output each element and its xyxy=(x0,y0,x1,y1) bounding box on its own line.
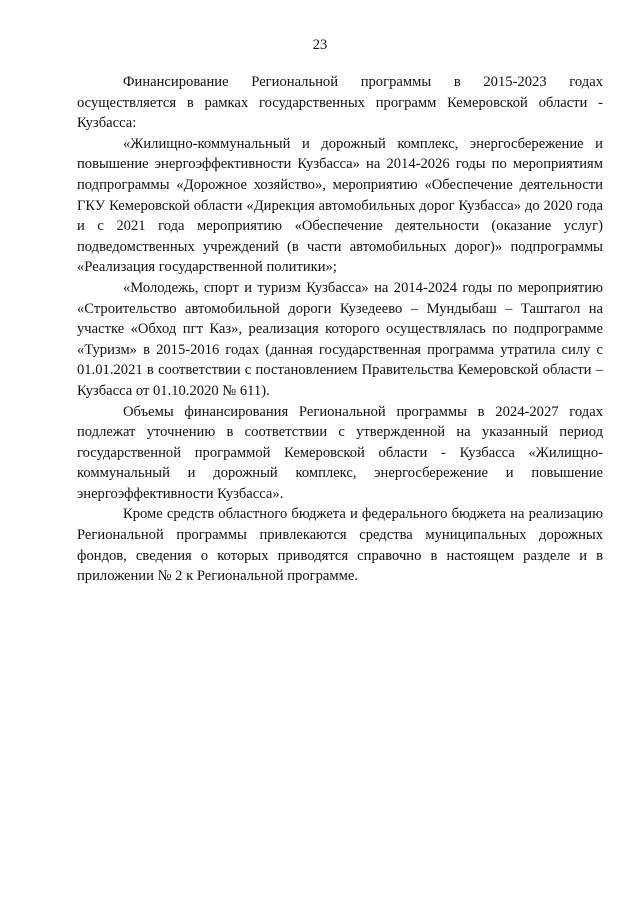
document-body xyxy=(77,72,603,587)
paragraph-housing-road-program: «Жилищно-коммунальный и дорожный комплекс, энергосбережение и повышение энергоэффективности Кузбасса» на 2014-2026 годы по мероприятиям подпрограммы «Дорожное хозяйство», мероприятию «Обеспечение деятельности ГКУ Кемеровской области «Дирекция автомобильных дорог Кузбасса» до 2020 года и с 2021 года мероприятию «Обеспечение деятельности (оказание услуг) подведомственных учреждений (в части автомобильных дорог)» подпрограммы «Реализация государственной политики»; xyxy=(77,135,603,276)
paragraph-financing-2024-2027: Объемы финансирования Региональной программы в 2024-2027 годах подлежат уточнению в соответствии с утвержденной на указанный период государственной программой Кемеровской области - Кузбасса «Жилищно-коммунальный и дорожный комплекс, энергосбережение и повышение энергоэффективности Кузбасса». xyxy=(77,403,603,502)
paragraph-municipal-road-funds: Кроме средств областного бюджета и федерального бюджета на реализацию Региональной программы привлекаются средства муниципальных дорожных фондов, сведения о которых приводятся справочно в настоящем разделе и в приложении № 2 к Региональной программе. xyxy=(77,506,603,585)
paragraph-youth-sport-tourism-program: «Молодежь, спорт и туризм Кузбасса» на 2014-2024 годы по мероприятию «Строительство автомобильной дороги Кузедеево – Мундыбаш – Таштагол на участке «Обход пгт Каз», реализация которого осуществлялась по подпрограмме «Туризм» в 2015-2016 годах (данная государственная программа утратила силу с 01.01.2021 в соответствии с постановлением Правительства Кемеровской области – Кузбасса от 01.10.2020 № 611). xyxy=(77,279,603,399)
page-number: 23 xyxy=(312,37,328,53)
paragraph-financing-2015-2023: Финансирование Региональной программы в 2015-2023 годах осуществляется в рамках государственных программ Кемеровской области - Кузбасса: xyxy=(77,74,603,132)
